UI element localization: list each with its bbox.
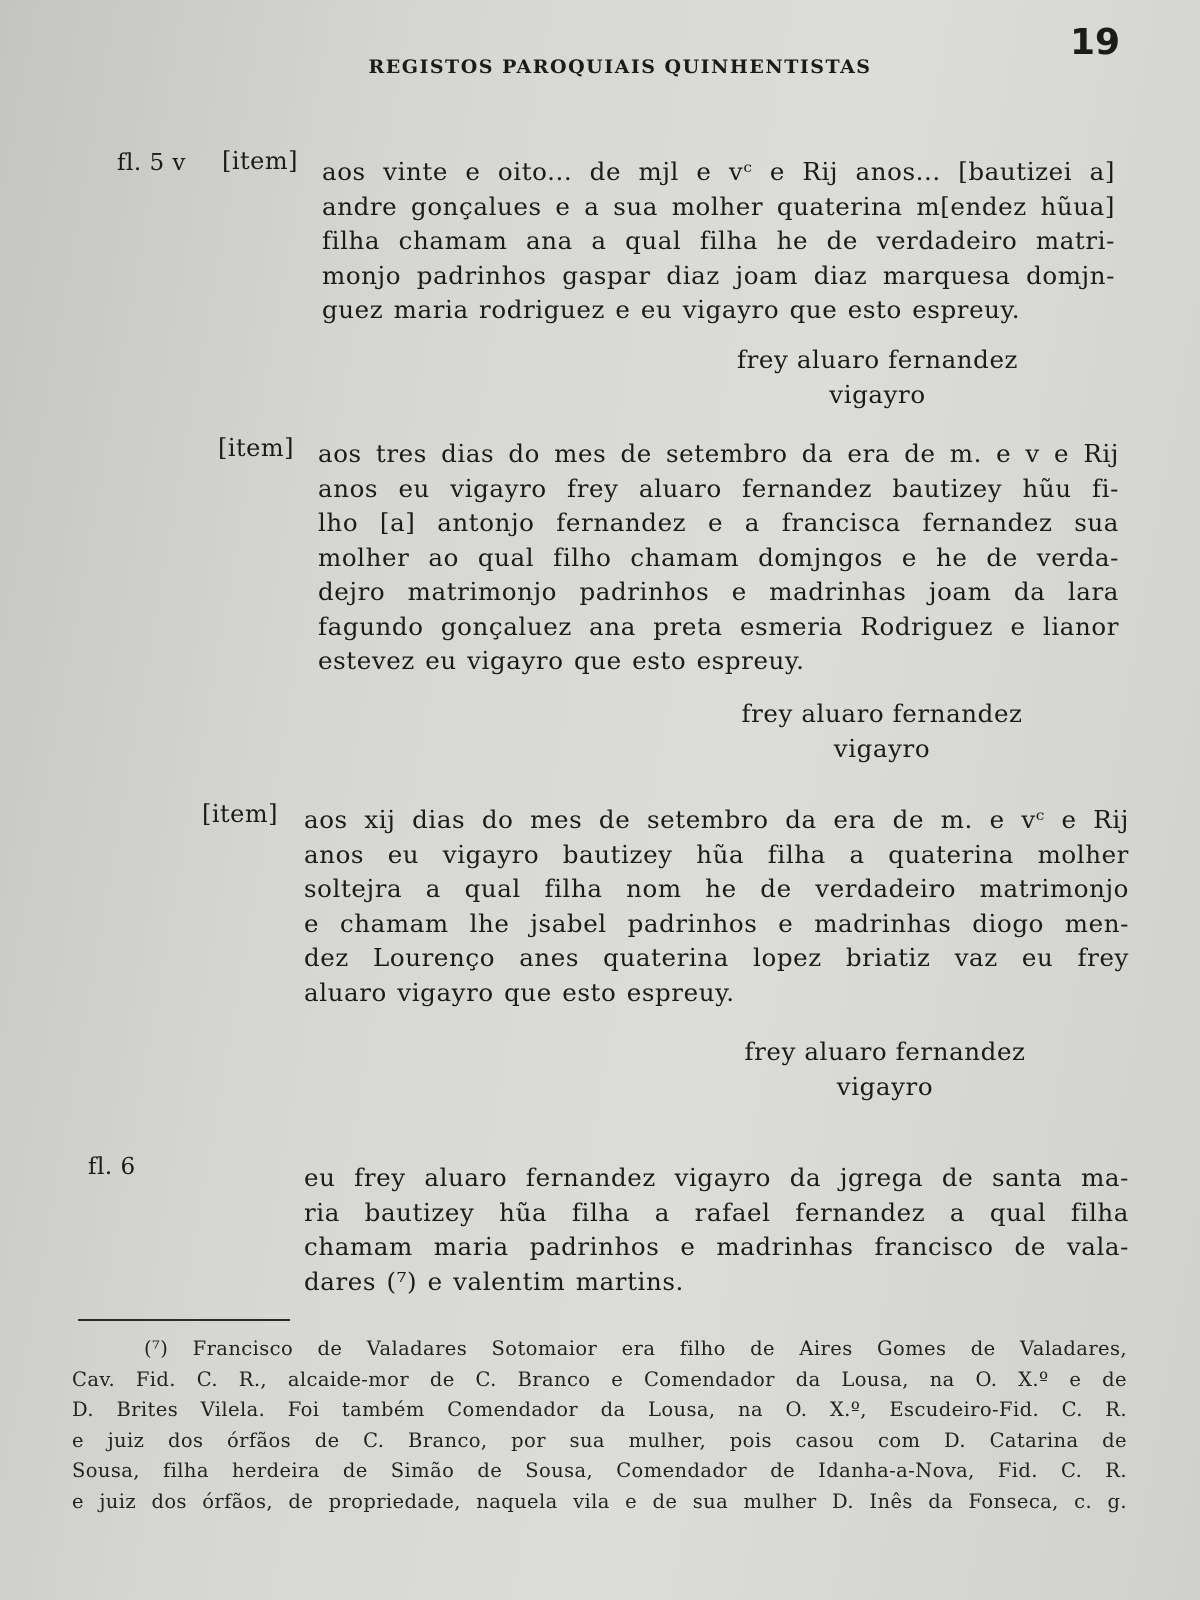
text-line: dejro matrimonjo padrinhos e madrinhas joam da lara bbox=[318, 577, 1119, 606]
text-line: fagundo gonçaluez ana preta esmeria Rodriguez e lianor bbox=[318, 611, 1119, 641]
text-line: anos eu vigayro frey aluaro fernandez bautizey hũu fi- bbox=[318, 473, 1119, 503]
signature-name: frey aluaro fernandez bbox=[744, 1037, 1026, 1066]
signature-name: frey aluaro fernandez bbox=[741, 699, 1023, 728]
signature-title: vigayro bbox=[833, 734, 931, 763]
signature-block bbox=[710, 342, 1045, 412]
text-line: monjo padrinhos gaspar diaz joam diaz marquesa domjn- bbox=[322, 260, 1115, 290]
text-line: anos eu vigayro bautizey hũa filha a quaterina molher bbox=[304, 839, 1129, 869]
folio-label: fl. 5 v bbox=[117, 150, 186, 176]
text-line: aos xij dias do mes de setembro da era de m. e vᶜ e Rij bbox=[304, 805, 1129, 834]
text-line: dares (⁷) e valentim martins. bbox=[304, 1266, 684, 1296]
text-line: aos vinte e oito... de mjl e vᶜ e Rij anos... [bautizei a] bbox=[322, 157, 1115, 186]
footnote-line: e juiz dos órfãos de C. Branco, por sua mulher, pois casou com D. Catarina de bbox=[72, 1428, 1127, 1452]
item-marker: [item] bbox=[218, 434, 295, 462]
text-line: e chamam lhe jsabel padrinhos e madrinhas diogo men- bbox=[304, 908, 1129, 938]
text-line: guez maria rodriguez e eu vigayro que esto espreuy. bbox=[322, 295, 1021, 324]
text-line: ria bautizey hũa filha a rafael fernandez a qual filha bbox=[304, 1197, 1129, 1227]
footnote-line: (⁷) Francisco de Valadares Sotomaior era filho de Aires Gomes de Valadares, bbox=[144, 1337, 1127, 1360]
text-line: aos tres dias do mes de setembro da era de m. e v e Rij bbox=[318, 439, 1119, 468]
item-marker: [item] bbox=[202, 800, 279, 828]
text-line: soltejra a qual filha nom he de verdadeiro matrimonjo bbox=[304, 874, 1129, 903]
footnote-rule bbox=[78, 1319, 290, 1321]
signature-title: vigayro bbox=[829, 380, 926, 409]
footnote-line: e juiz dos órfãos, de propriedade, naquela vila e de sua mulher D. Inês da Fonseca, c. g. bbox=[72, 1489, 1127, 1513]
entry-text bbox=[322, 155, 1115, 328]
footnote-line: Cav. Fid. C. R., alcaide-mor de C. Branco e Comendador da Lousa, na O. X.º e de bbox=[72, 1367, 1127, 1391]
signature-block bbox=[715, 1034, 1055, 1104]
text-line: andre gonçalues e a sua molher quaterina m[endez hũua] bbox=[322, 191, 1115, 221]
footnote bbox=[72, 1334, 1127, 1517]
signature-block bbox=[712, 696, 1052, 766]
page-number: 19 bbox=[1070, 22, 1121, 63]
entry-text bbox=[304, 803, 1129, 1010]
running-title: REGISTOS PAROQUIAIS QUINHENTISTAS bbox=[368, 56, 872, 78]
entry-text bbox=[318, 437, 1119, 679]
text-line: aluaro vigayro que esto espreuy. bbox=[304, 977, 735, 1007]
text-line: chamam maria padrinhos e madrinhas francisco de vala- bbox=[304, 1232, 1129, 1261]
item-marker: [item] bbox=[222, 147, 299, 175]
text-line: dez Lourenço anes quaterina lopez briatiz vaz eu frey bbox=[304, 943, 1129, 972]
signature-name: frey aluaro fernandez bbox=[736, 345, 1019, 374]
text-line: estevez eu vigayro que esto espreuy. bbox=[318, 646, 805, 675]
text-line: lho [a] antonjo fernandez e a francisca fernandez sua bbox=[318, 508, 1119, 537]
text-line: eu frey aluaro fernandez vigayro da jgrega de santa ma- bbox=[304, 1163, 1129, 1192]
signature-title: vigayro bbox=[836, 1072, 934, 1101]
text-line: filha chamam ana a qual filha he de verdadeiro matri- bbox=[322, 226, 1115, 255]
folio-label: fl. 6 bbox=[88, 1154, 136, 1180]
footnote-line: D. Brites Vilela. Foi também Comendador da Lousa, na O. X.º, Escudeiro-Fid. C. R. bbox=[72, 1398, 1127, 1421]
entry-text bbox=[304, 1161, 1129, 1299]
text-line: molher ao qual filho chamam domjngos e he de verda- bbox=[318, 542, 1119, 572]
footnote-line: Sousa, filha herdeira de Simão de Sousa, Comendador de Idanha-a-Nova, Fid. C. R. bbox=[72, 1459, 1127, 1482]
